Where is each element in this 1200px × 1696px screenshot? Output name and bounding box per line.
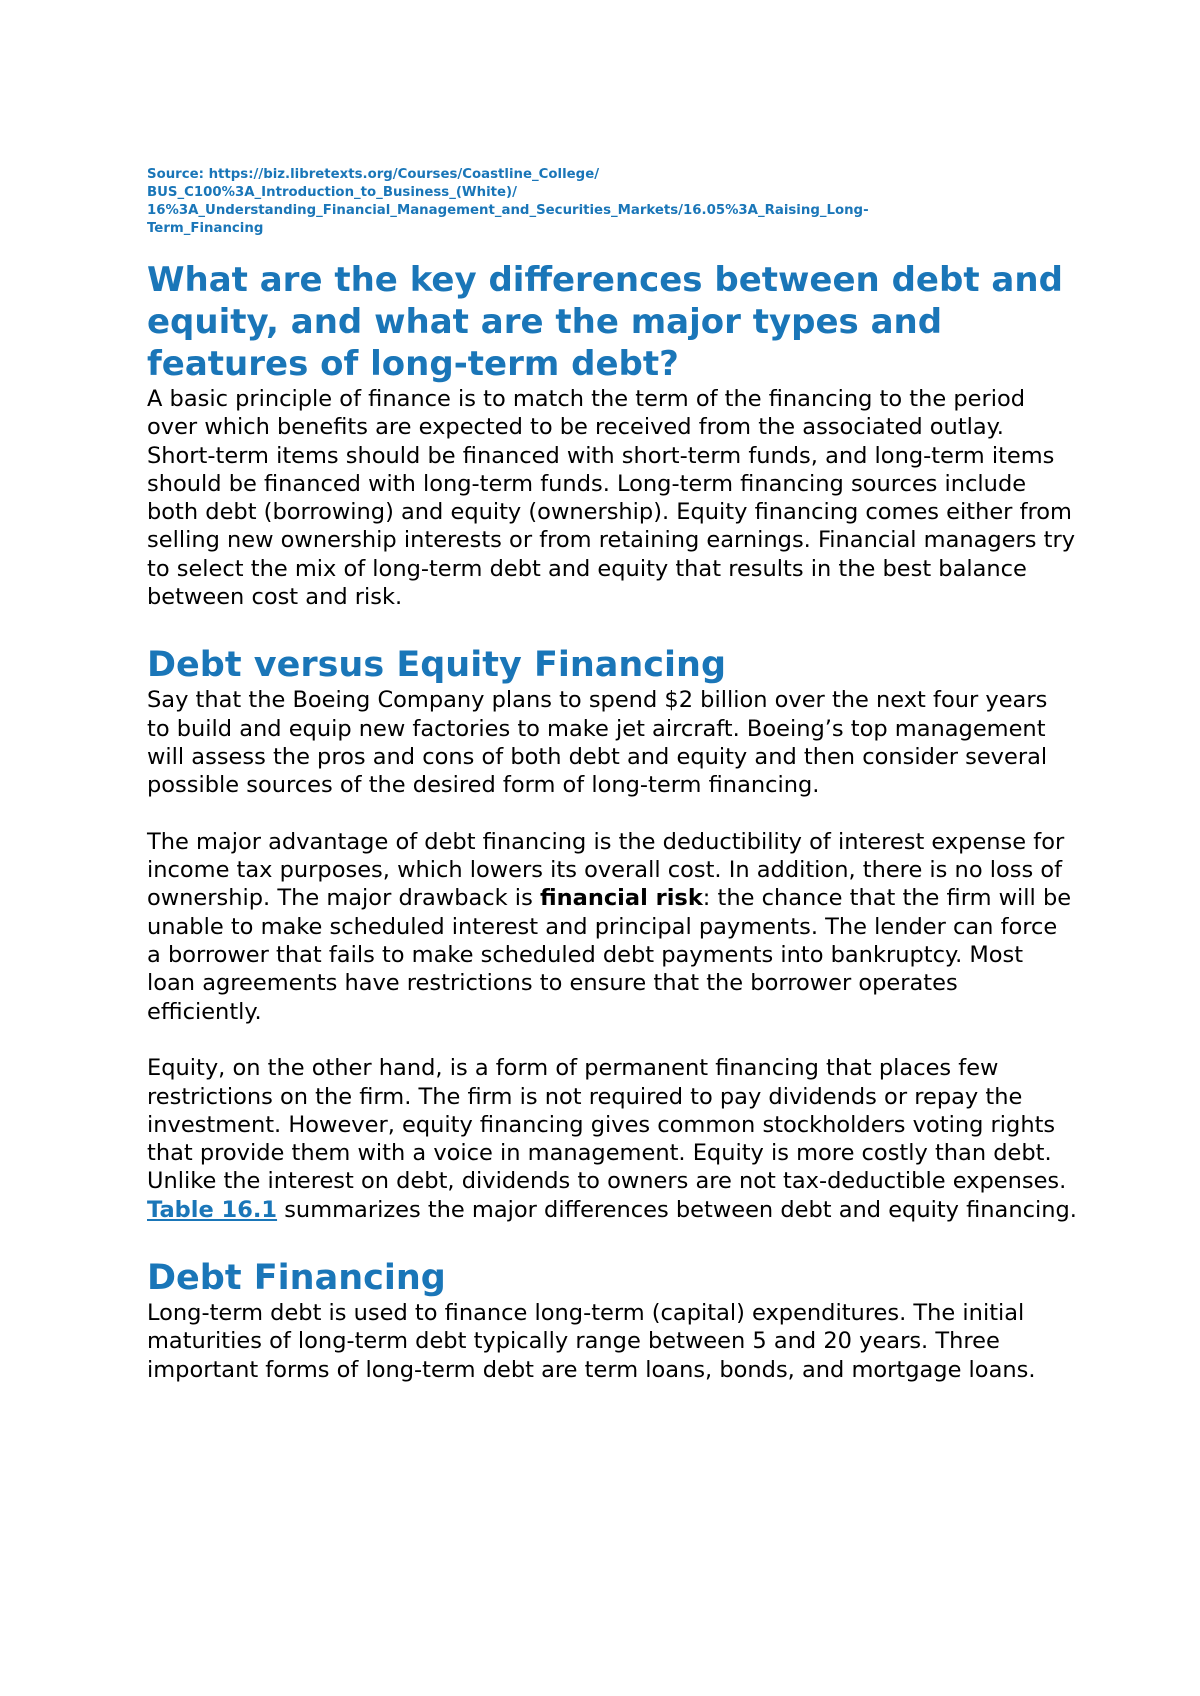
- table-16-1-link[interactable]: Table 16.1: [147, 1196, 278, 1223]
- financial-risk-term: financial risk: [539, 885, 703, 912]
- paragraph-text: The major advantage of debt financing is the deductibility of interest expense for income tax purposes, which lowers its overall cost. In addition, there is no loss of ownership. The major drawback is: [147, 828, 1065, 912]
- source-citation: [147, 166, 1077, 238]
- document-page: [147, 166, 1077, 1384]
- source-line: Source: https://biz.libretexts.org/Courses/Coastline_College/: [147, 167, 600, 182]
- question-heading: What are the key differences between debt and equity, and what are the major types and features of long-term debt?: [147, 260, 1063, 384]
- equity-paragraph: [147, 1054, 1077, 1224]
- section-heading-debt-vs-equity: Debt versus Equity Financing: [147, 645, 727, 686]
- section-spacer: [147, 611, 1077, 644]
- long-term-debt-paragraph: Long-term debt is used to finance long-term (capital) expenditures. The initial maturities of long-term debt typically range between 5 and 20 years. Three important forms of long-term debt are term loans, bonds, and mortgage loans.: [147, 1300, 1036, 1383]
- intro-paragraph: A basic principle of finance is to match the term of the financing to the period over which benefits are expected to be received from the associated outlay. Short-term items should be financed with short-term funds, and long-term items should be financed with long-term funds. Long-term financing sources include both debt (borrowing) and equity (ownership). Equity financing comes either from selling new ownership interests or from retaining earnings. Financial managers try to select the mix of long-term debt and equity that results in the best balance between cost and risk.: [147, 386, 1076, 611]
- source-line: BUS_C100%3A_Introduction_to_Business_(White)/: [147, 185, 517, 200]
- debt-advantage-paragraph: [147, 828, 1077, 1026]
- boeing-paragraph: Say that the Boeing Company plans to spend $2 billion over the next four years to build and equip new factories to make jet aircraft. Boeing’s top management will assess the pros and cons of both debt and equity and then consider several possible sources of the desired form of long-term financing.: [147, 687, 1048, 799]
- paragraph-spacer: [147, 1026, 1077, 1054]
- paragraph-text: summarizes the major differences between debt and equity financing.: [277, 1196, 1077, 1223]
- paragraph-text: Equity, on the other hand, is a form of permanent financing that places few restrictions on the firm. The firm is not required to pay dividends or repay the investment. However, equity financing gives common stockholders voting rights that provide them with a voice in management. Equity is more costly than debt. Unlike the interest on debt, dividends to owners are not tax-deductible expenses.: [147, 1055, 1067, 1195]
- source-line: Term_Financing: [147, 221, 264, 236]
- paragraph-spacer: [147, 800, 1077, 828]
- section-spacer: [147, 1224, 1077, 1257]
- section-heading-debt-financing: Debt Financing: [147, 1258, 446, 1299]
- source-line: 16%3A_Understanding_Financial_Management_and_Securities_Markets/16.05%3A_Raising_Long-: [147, 203, 869, 218]
- paragraph-text: : the chance that the firm will be unable to make scheduled interest and principal payments. The lender can force a borrower that fails to make scheduled debt payments into bankruptcy. Most loan agreements have restrictions to ensure that the borrower operates efficiently.: [147, 885, 1072, 1025]
